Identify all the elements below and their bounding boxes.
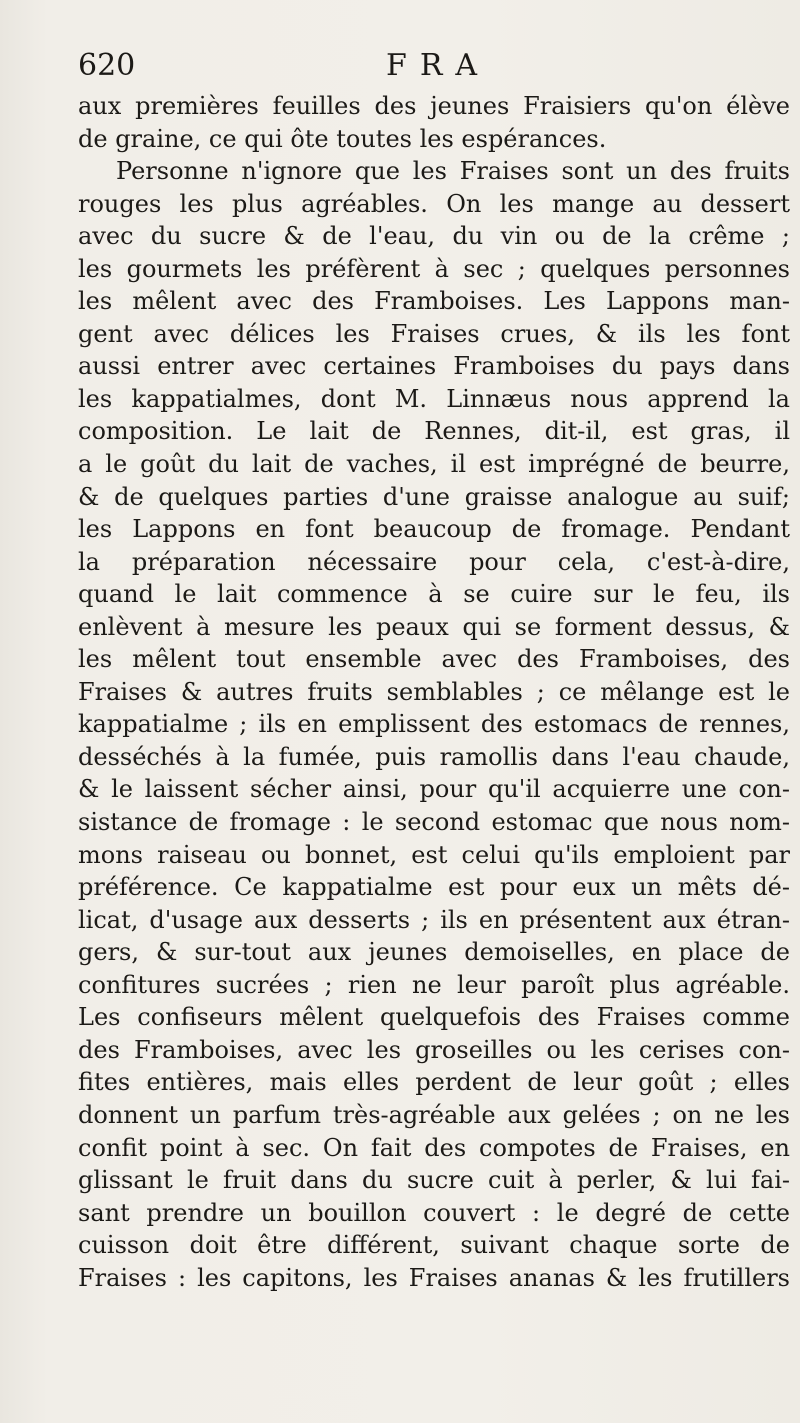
text-line: donnent un parfum très-agréable aux gelées ; on ne les bbox=[78, 1100, 790, 1129]
text-line: sant prendre un bouillon couvert : le degré de cette bbox=[78, 1198, 790, 1227]
text-line: gent avec délices les Fraises crues, & ils les font bbox=[78, 319, 790, 348]
text-line: composition. Le lait de Rennes, dit-il, est gras, il bbox=[78, 417, 790, 446]
text-line: desséchés à la fumée, puis ramollis dans l'eau chaude, bbox=[78, 742, 790, 771]
text-line: sistance de fromage : le second estomac que nous nom- bbox=[78, 808, 790, 837]
text-line: aux premières feuilles des jeunes Fraisiers qu'on élève bbox=[78, 92, 790, 120]
running-head: FRA bbox=[386, 48, 491, 83]
page-header bbox=[78, 44, 788, 88]
text-line: enlèvent à mesure les peaux qui se forment dessus, & bbox=[78, 612, 790, 641]
text-line: confit point à sec. On fait des compotes de Fraises, en bbox=[78, 1133, 790, 1162]
text-line: gers, & sur-tout aux jeunes demoiselles, en place de bbox=[78, 938, 790, 967]
page-number: 620 bbox=[78, 48, 136, 83]
text-line: les mêlent tout ensemble avec des Framboises, des bbox=[78, 645, 790, 674]
text-line: glissant le fruit dans du sucre cuit à perler, & lui fai- bbox=[78, 1166, 790, 1195]
text-line: des Framboises, avec les groseilles ou les cerises con- bbox=[78, 1035, 790, 1064]
body-text bbox=[78, 90, 790, 1294]
text-line: préférence. Ce kappatialme est pour eux un mêts dé- bbox=[78, 873, 790, 902]
text-line: Fraises & autres fruits semblables ; ce mêlange est le bbox=[78, 677, 790, 706]
text-line: quand le lait commence à se cuire sur le feu, ils bbox=[78, 580, 790, 609]
text-line: mons raiseau ou bonnet, est celui qu'ils emploient par bbox=[78, 840, 790, 869]
text-line: & le laissent sécher ainsi, pour qu'il acquierre une con- bbox=[78, 775, 790, 804]
text-line: Fraises : les capitons, les Fraises ananas & les frutillers bbox=[78, 1263, 790, 1292]
text-line: kappatialme ; ils en emplissent des estomacs de rennes, bbox=[78, 710, 790, 739]
text-line: avec du sucre & de l'eau, du vin ou de la crême ; bbox=[78, 222, 790, 251]
text-line: les kappatialmes, dont M. Linnæus nous apprend la bbox=[78, 384, 790, 413]
text-line: aussi entrer avec certaines Framboises du pays dans bbox=[78, 352, 790, 381]
text-line: licat, d'usage aux desserts ; ils en présentent aux étran- bbox=[78, 905, 790, 934]
text-line: a le goût du lait de vaches, il est imprégné de beurre, bbox=[78, 450, 790, 479]
text-line: Les confiseurs mêlent quelquefois des Fraises comme bbox=[78, 1003, 790, 1032]
text-line: fites entières, mais elles perdent de leur goût ; elles bbox=[78, 1068, 790, 1097]
text-line: rouges les plus agréables. On les mange au dessert bbox=[78, 189, 790, 218]
text-line: les Lappons en font beaucoup de fromage. Pendant bbox=[78, 515, 790, 544]
text-line: cuisson doit être différent, suivant chaque sorte de bbox=[78, 1231, 790, 1260]
text-line: de graine, ce qui ôte toutes les espérances. bbox=[78, 124, 607, 153]
text-line: les gourmets les préfèrent à sec ; quelques personnes bbox=[78, 254, 790, 283]
text-line: les mêlent avec des Framboises. Les Lappons man- bbox=[78, 287, 790, 316]
text-line: Personne n'ignore que les Fraises sont un des fruits bbox=[116, 157, 790, 186]
text-line: la préparation nécessaire pour cela, c'est-à-dire, bbox=[78, 547, 790, 576]
text-line: & de quelques parties d'une graisse analogue au suif; bbox=[78, 482, 790, 511]
text-line: confitures sucrées ; rien ne leur paroît plus agréable. bbox=[78, 970, 790, 999]
